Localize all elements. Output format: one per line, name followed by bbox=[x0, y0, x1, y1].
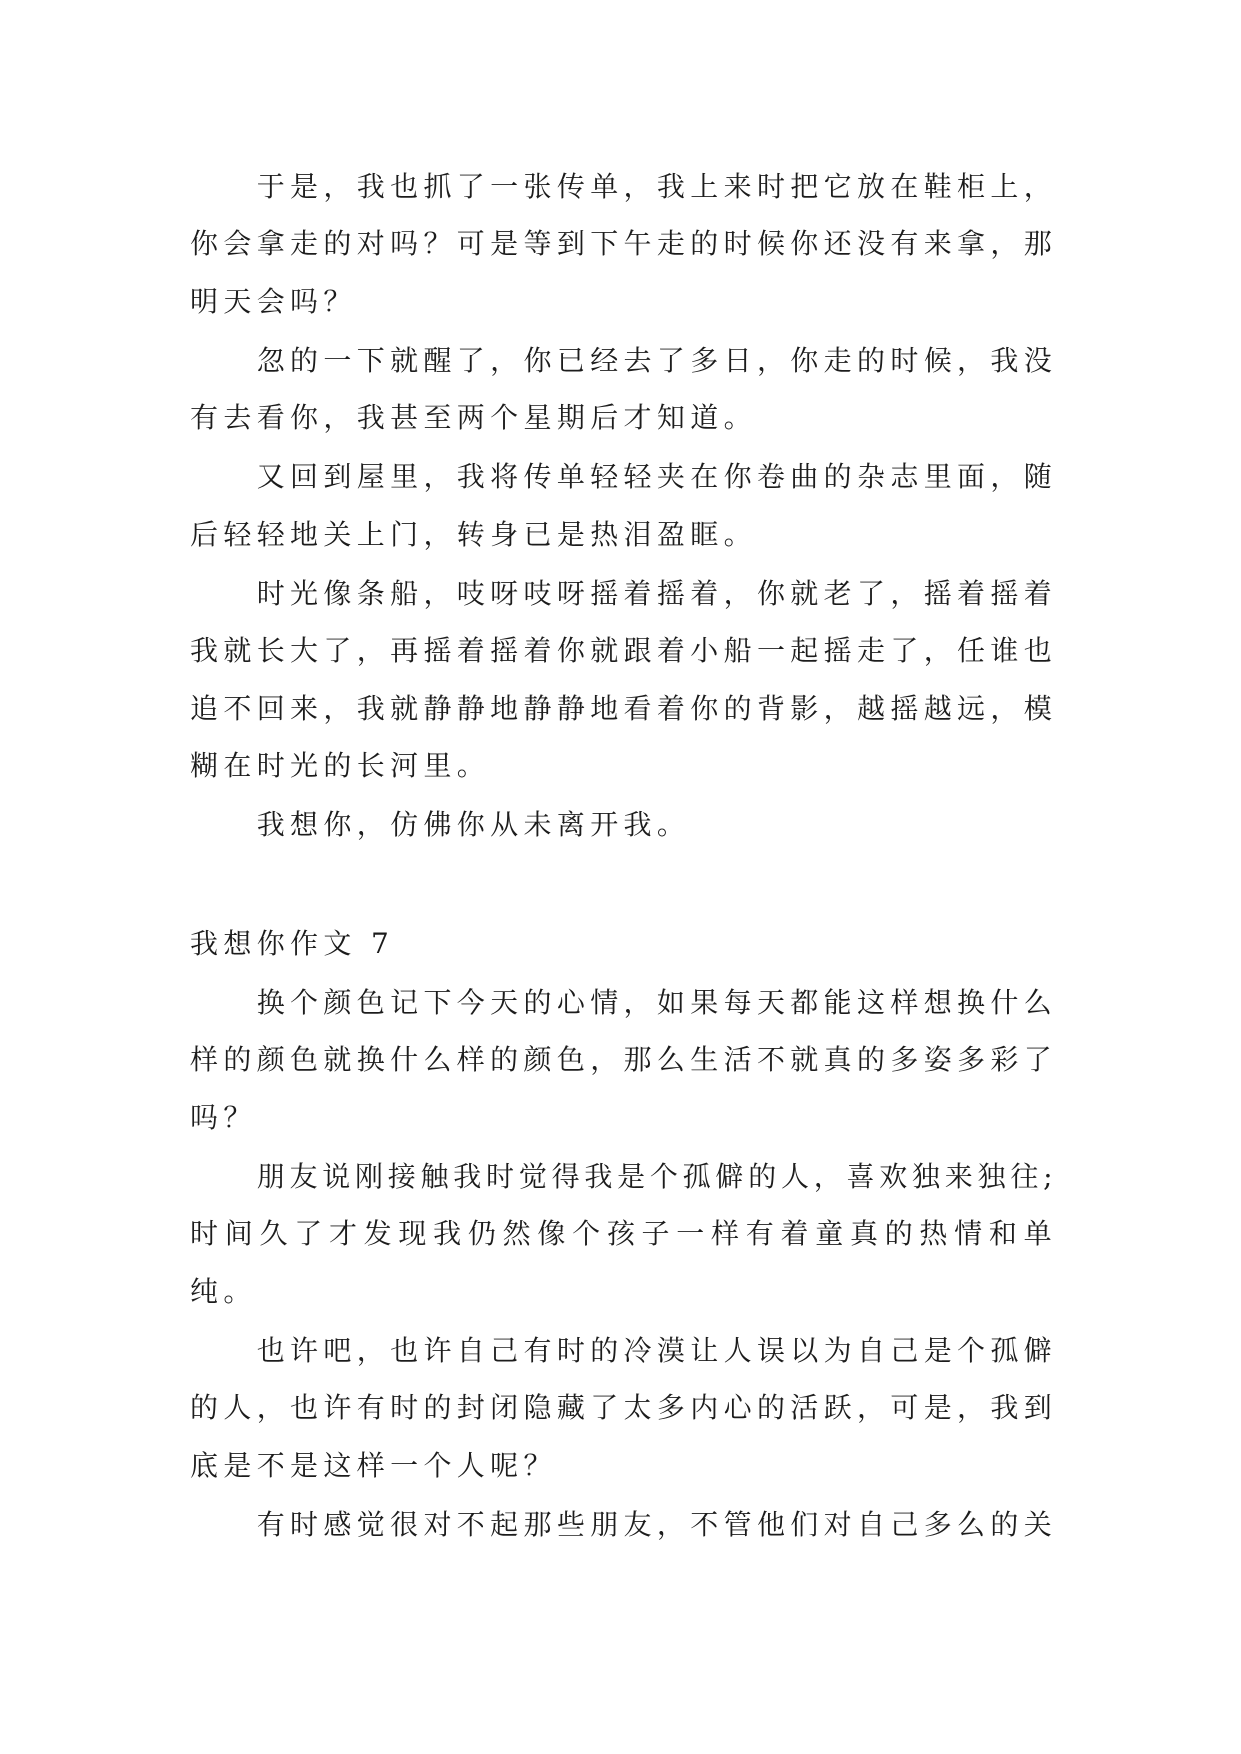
paragraph bbox=[190, 332, 1057, 447]
paragraph bbox=[190, 565, 1057, 794]
paragraph bbox=[190, 974, 1057, 1146]
paragraph bbox=[190, 1496, 1057, 1553]
text-line: 又回到屋里，我将传单轻轻夹在你卷曲的杂志里面，随 bbox=[256, 460, 1058, 494]
paragraph bbox=[190, 448, 1057, 563]
blank-line bbox=[190, 856, 1057, 913]
text-line: 朋友说刚接触我时觉得我是个孤僻的人，喜欢独来独往; bbox=[256, 1160, 1057, 1194]
text-line: 于是，我也抓了一张传单，我上来时把它放在鞋柜上， bbox=[256, 170, 1058, 203]
text-line: 换个颜色记下今天的心情，如果每天都能这样想换什么 bbox=[256, 986, 1058, 1020]
text-line: 有时感觉很对不起那些朋友，不管他们对自己多么的关 bbox=[256, 1507, 1058, 1541]
text-line: 时间久了才发现我仍然像个孩子一样有着童真的热情和单 bbox=[190, 1217, 1057, 1251]
text-line: 你会拿走的对吗？可是等到下午走的时候你还没有来拿，那 bbox=[190, 227, 1058, 261]
text-line: 明天会吗？ bbox=[190, 284, 357, 318]
text-line: 后轻轻地关上门，转身已是热泪盈眶。 bbox=[190, 517, 757, 551]
essay-title-text: 我想你作文 7 bbox=[190, 926, 395, 960]
text-line: 的人，也许有时的封闭隐藏了太多内心的活跃，可是，我到 bbox=[190, 1391, 1058, 1425]
text-line: 纯。 bbox=[190, 1274, 257, 1308]
text-line: 忽的一下就醒了，你已经去了多日，你走的时候，我没 bbox=[256, 343, 1058, 377]
text-line: 也许吧，也许自己有时的冷漠让人误以为自己是个孤僻 bbox=[256, 1333, 1058, 1367]
paragraph bbox=[190, 158, 1057, 330]
text-line: 吗？ bbox=[190, 1100, 257, 1134]
paragraph bbox=[190, 796, 1057, 853]
paragraph bbox=[190, 1322, 1057, 1494]
essay-title bbox=[190, 915, 1057, 972]
text-line: 我想你，仿佛你从未离开我。 bbox=[256, 808, 691, 842]
text-line: 底是不是这样一个人呢？ bbox=[190, 1448, 557, 1482]
paragraph bbox=[190, 1148, 1057, 1320]
text-line: 时光像条船，吱呀吱呀摇着摇着，你就老了，摇着摇着 bbox=[256, 577, 1058, 611]
text-line: 追不回来，我就静静地静静地看着你的背影，越摇越远，模 bbox=[190, 691, 1058, 725]
text-line: 有去看你，我甚至两个星期后才知道。 bbox=[190, 401, 757, 435]
text-line: 样的颜色就换什么样的颜色，那么生活不就真的多姿多彩了 bbox=[190, 1043, 1058, 1077]
text-line: 我就长大了，再摇着摇着你就跟着小船一起摇走了，任谁也 bbox=[190, 634, 1058, 668]
text-line: 糊在时光的长河里。 bbox=[190, 748, 491, 782]
